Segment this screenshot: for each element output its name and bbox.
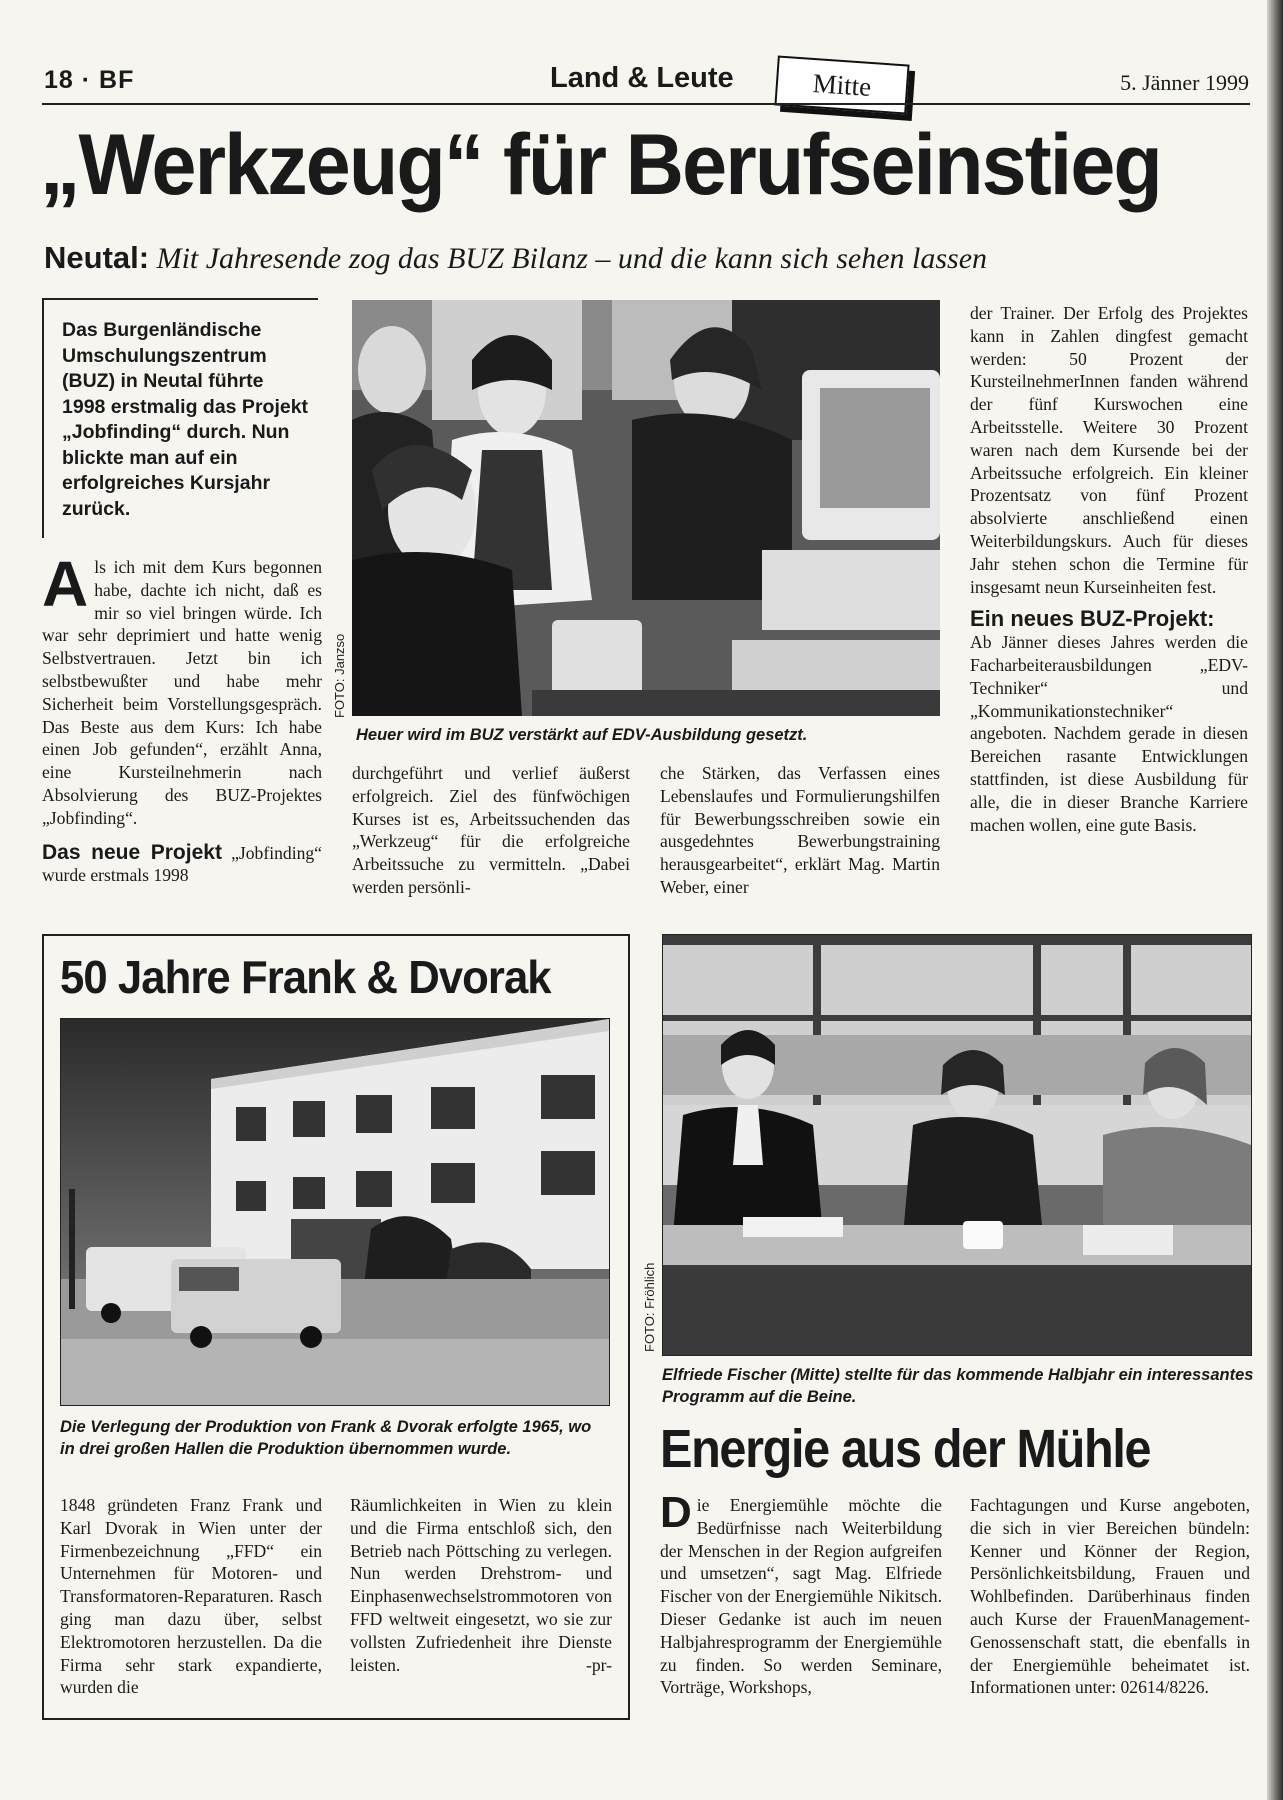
factory-photo xyxy=(60,1018,610,1406)
drop-cap: A xyxy=(42,548,89,620)
fd-column-2-body: Räumlichkeiten in Wien zu klein und die Firma entschloß sich, den Betrieb nach Pöttsching zu verlegen. Nun werden Drehstrom- und Einphasenwechselstrommotoren von FFD weltweit eingesetzt, wo sie zur vollsten Zufriedenheit ihre Dienste leisten. xyxy=(350,1495,612,1675)
column-4-body-2: Ab Jänner dieses Jahres werden die Facharbeiterausbildungen „EDV-Techniker“ und „Kommunikationstechniker“ angeboten. Nachdem gerade in diesen Bereichen rasante Entwicklungen stattfinden, ist diese Ausbildung für alle, die in dieser Branche Karriere machen wollen, eine gute Basis. xyxy=(970,632,1248,835)
region-stamp: Mitte xyxy=(774,55,909,114)
factory-photo-image xyxy=(61,1019,609,1405)
factory-photo-caption: Die Verlegung der Produktion von Frank & Dvorak erfolgte 1965, wo in drei großen Hallen die Produktion übernommen wurde. xyxy=(60,1418,592,1458)
em-column-1-body: ie Energiemühle möchte die Bedürfnisse nach Weiterbildung der Menschen in der Region aufgreifen und umsetzen“, sagt Mag. Elfriede Fischer von der Energiemühle Nikitsch. Dieser Gedanke ist auch im neuen Halbjahresprogramm der Energiemühle zu finden. So werden Seminare, Vorträge, Workshops, xyxy=(660,1495,942,1698)
scan-edge-shadow xyxy=(1267,0,1283,1800)
lead-paragraph: Das Burgenländische Umschulungszentrum (BUZ) in Neutal führte 1998 erstmalig das Projekt „Jobfinding“ durch. Nun blickte man auf ein erfolgreiches Kursjahr zurück. xyxy=(62,319,309,520)
press-conference-photo-image xyxy=(663,935,1251,1355)
press-conference-photo xyxy=(662,934,1252,1356)
column-1-tail: „Jobfinding“ wurde erstmals 1998 xyxy=(42,842,322,886)
column-4-subhead: Ein neues BUZ-Projekt: xyxy=(970,606,1215,632)
header-rule xyxy=(42,103,1250,105)
section-title: Land & Leute xyxy=(550,62,734,94)
photo-credit-froehlich: FOTO: Fröhlich xyxy=(642,1262,657,1352)
article-column-2 xyxy=(352,762,630,899)
em-column-2-body: Fachtagungen und Kurse angeboten, die sich in vier Bereichen bündeln: Kenner und Könner der Region, Persönlichkeitsbildung, Frauen und Wohlbefinden. Darüberhinaus finden auch Kurse der FrauenManagement-Genossenschaft statt, die ebenfalls in der Energiemühle beheimatet ist. Informationen unter: 02614/8226. xyxy=(970,1495,1250,1698)
fd-column-1 xyxy=(60,1494,322,1699)
article-headline: „Werkzeug“ für Berufseinstieg xyxy=(40,117,1161,213)
em-column-2 xyxy=(970,1494,1250,1699)
column-1-subhead: Das neue Projekt xyxy=(42,840,222,864)
press-photo-caption: Elfriede Fischer (Mitte) stellte für das kommende Halbjahr ein interessantes Programm auf die Beine. xyxy=(662,1366,1254,1406)
page-number: 18 · BF xyxy=(44,66,135,94)
classroom-photo xyxy=(352,300,940,716)
classroom-photo-image xyxy=(352,300,940,716)
subline-kicker: Neutal: xyxy=(44,240,150,275)
fd-signature: -pr- xyxy=(585,1654,612,1675)
column-3-body: che Stärken, das Verfassen eines Lebenslaufes und Formulierungshilfen für Bewerbungsschreiben sowie ein ausgedehntes Bewerbungstraining herausgearbeitet“, erklärt Mag. Martin Weber, einer xyxy=(660,763,940,897)
frank-dvorak-title: 50 Jahre Frank & Dvorak xyxy=(60,951,551,1003)
column-1-body: ls ich mit dem Kurs begonnen habe, dachte ich nicht, daß es mir so viel bringen würde. Ich war sehr deprimiert und hatte wenig Selbstvertrauen. Jetzt bin ich selbstbewußter und habe mehr Sicherheit beim Vorstellungsgespräch. Das Beste aus dem Kurs: Ich habe einen Job gefunden“, erzählt Anna, eine Kursteilnehmerin nach Absolvierung des BUZ-Projektes „Jobfinding“. xyxy=(42,557,322,828)
column-2-body: durchgeführt und verlief äußerst erfolgreich. Ziel des fünfwöchigen Kurses ist es, Arbeitssuchenden das „Werkzeug“ für die erfolgreiche Arbeitssuche zu vermitteln. „Dabei werden persönli- xyxy=(352,763,630,897)
classroom-photo-caption: Heuer wird im BUZ verstärkt auf EDV-Ausbildung gesetzt. xyxy=(356,726,808,744)
issue-date: 5. Jänner 1999 xyxy=(1120,70,1249,95)
energiemuehle-title: Energie aus der Mühle xyxy=(660,1419,1151,1479)
article-column-1 xyxy=(42,548,322,887)
em-column-1 xyxy=(660,1488,942,1699)
subline-deck: Mit Jahresende zog das BUZ Bilanz – und die kann sich sehen lassen xyxy=(156,242,988,275)
photo-credit-janzso: FOTO: Janzso xyxy=(332,633,347,718)
article-column-4 xyxy=(970,302,1248,836)
article-subline xyxy=(44,240,987,276)
drop-cap-d: D xyxy=(660,1488,692,1537)
fd-column-1-body: 1848 gründeten Franz Frank und Karl Dvorak in Wien unter der Firmenbezeichnung „FFD“ ein Unternehmen für Motoren- und Transformatoren-Reparaturen. Rasch ging man dazu über, selbst Elektromotoren herzustellen. Da die Firma sehr stark expandierte, wurden die xyxy=(60,1495,322,1698)
column-4-body: der Trainer. Der Erfolg des Projektes kann in Zahlen dingfest gemacht werden: 50 Prozent der KursteilnehmerInnen fanden während der fünf Kurswochen eine Arbeitsstelle. Weitere 30 Prozent waren nach dem Kursende bei der Arbeitssuche erfolgreich. Ein kleiner Prozentsatz von fünf Prozent absolvierte anschließend einen Weiterbildungskurs. Auch für dieses Jahr stehen schon die Termine für insgesamt neun Kurseinheiten fest. xyxy=(970,303,1248,597)
fd-column-2 xyxy=(350,1494,612,1676)
article-column-3 xyxy=(660,762,940,899)
